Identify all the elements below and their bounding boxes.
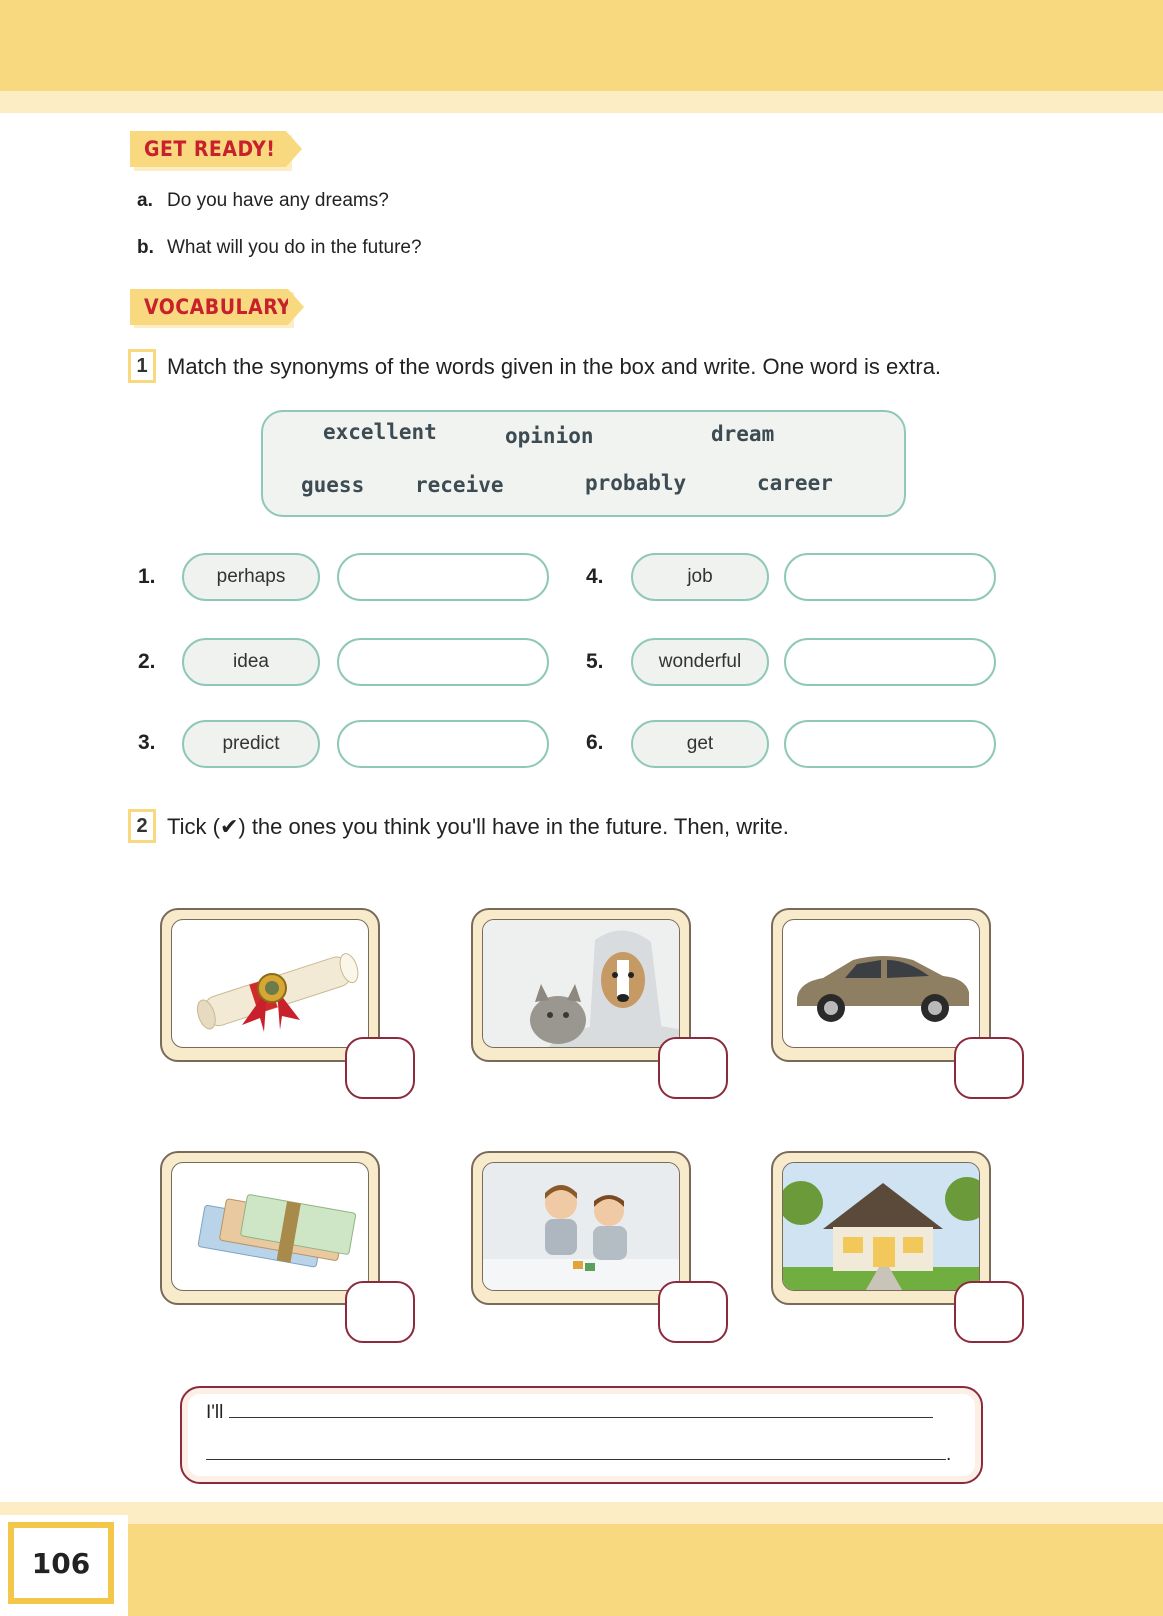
writing-line-1[interactable]: [206, 1402, 933, 1424]
blank-line: [206, 1459, 946, 1460]
picture-frame-money: [160, 1151, 380, 1305]
question-a: [137, 190, 389, 212]
tick-box[interactable]: [345, 1037, 415, 1099]
question-a-text: Do you have any dreams?: [167, 190, 389, 211]
diploma-image: [171, 919, 369, 1048]
footer-stripe: [0, 1502, 1163, 1524]
exercise-1-instruction: Match the synonyms of the words given in the box and write. One word is extra.: [167, 354, 942, 379]
item-number: 5.: [586, 650, 604, 673]
tick-box[interactable]: [954, 1037, 1024, 1099]
word-box-word: probably: [585, 471, 687, 495]
answer-field[interactable]: [337, 638, 549, 686]
item-word: wonderful: [631, 638, 769, 686]
money-image: [171, 1162, 369, 1291]
word-box-word: guess: [301, 473, 365, 497]
vocabulary-tag: VOCABULARY: [130, 289, 288, 325]
item-word: predict: [182, 720, 320, 768]
picture-frame-pets: [471, 908, 691, 1062]
tick-box[interactable]: [954, 1281, 1024, 1343]
item-number: 6.: [586, 731, 604, 754]
item-word: idea: [182, 638, 320, 686]
word-box-word: excellent: [323, 420, 437, 444]
writing-line-2[interactable]: [206, 1444, 951, 1466]
item-word: perhaps: [182, 553, 320, 601]
writing-box[interactable]: [180, 1386, 983, 1484]
item-number: 2.: [138, 650, 156, 673]
exercise-2-instruction: Tick (✔) the ones you think you'll have in the future. Then, write.: [167, 814, 789, 839]
answer-field[interactable]: [337, 720, 549, 768]
write-prefix: I'll: [206, 1402, 224, 1423]
blank-line: [229, 1417, 933, 1418]
picture-frame-diploma: [160, 908, 380, 1062]
footer-band: [0, 1524, 1163, 1616]
item-word: job: [631, 553, 769, 601]
page-number: 106: [8, 1522, 114, 1604]
item-number: 4.: [586, 565, 604, 588]
question-b-label: b.: [137, 237, 154, 258]
question-b: [137, 237, 422, 259]
get-ready-tag: GET READY!: [130, 131, 286, 167]
question-a-label: a.: [137, 190, 153, 211]
word-box-word: dream: [711, 422, 775, 446]
item-word: get: [631, 720, 769, 768]
children-image: [482, 1162, 680, 1291]
tick-box[interactable]: [345, 1281, 415, 1343]
tick-box[interactable]: [658, 1281, 728, 1343]
picture-frame-car: [771, 908, 991, 1062]
car-image: [782, 919, 980, 1048]
house-image: [782, 1162, 980, 1291]
pets-image: [482, 919, 680, 1048]
write-end: .: [946, 1444, 952, 1465]
word-box-word: receive: [415, 473, 504, 497]
header-band: [0, 0, 1163, 91]
answer-field[interactable]: [337, 553, 549, 601]
picture-frame-house: [771, 1151, 991, 1305]
header-stripe: [0, 91, 1163, 113]
word-box: [261, 410, 906, 517]
answer-field[interactable]: [784, 720, 996, 768]
item-number: 3.: [138, 731, 156, 754]
exercise-2-number: 2: [128, 809, 156, 843]
exercise-1-number: 1: [128, 349, 156, 383]
tick-box[interactable]: [658, 1037, 728, 1099]
question-b-text: What will you do in the future?: [167, 237, 422, 258]
answer-field[interactable]: [784, 553, 996, 601]
answer-field[interactable]: [784, 638, 996, 686]
item-number: 1.: [138, 565, 156, 588]
picture-frame-children: [471, 1151, 691, 1305]
word-box-word: career: [757, 471, 833, 495]
word-box-word: opinion: [505, 424, 594, 448]
